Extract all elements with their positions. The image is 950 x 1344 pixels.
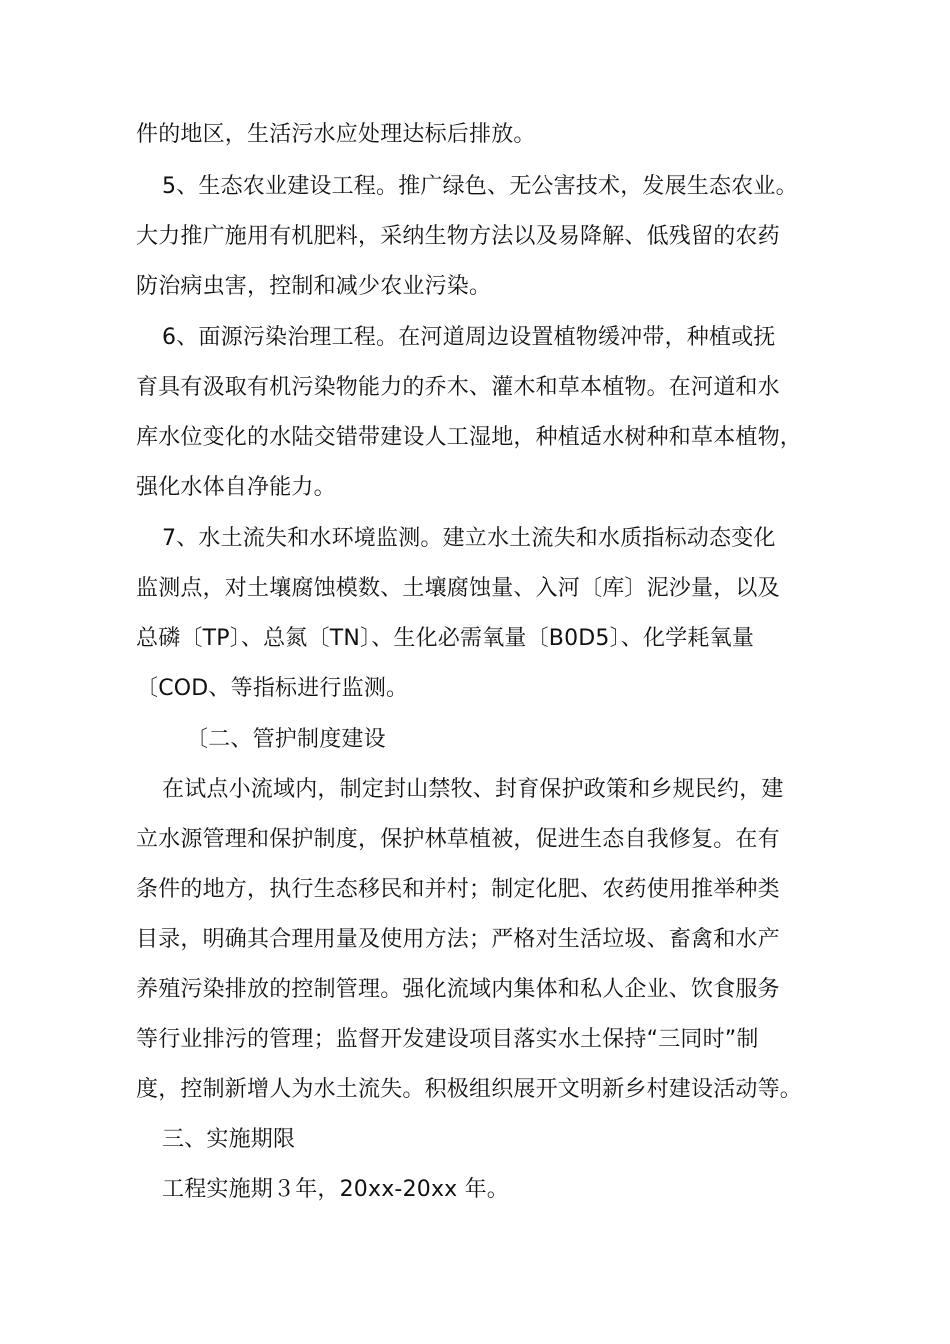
text-line: 等行业排污的管理；监督开发建设项目落实水土保持“三同时”制 [136, 1027, 759, 1052]
text-line: 监测点，对土壤腐蚀模数、土壤腐蚀量、入河〔库〕泥沙量，以及 [136, 576, 780, 601]
text-line: 在试点小流域内，制定封山禁牧、封育保护政策和乡规民约，建 [162, 777, 784, 802]
text-line: 总磷〔TP〕、总氮〔TN〕、生化必需氧量〔B0D5〕、化学耗氧量 [136, 626, 755, 651]
section-heading: 三、实施期限 [162, 1127, 296, 1152]
text-line: 养殖污染排放的控制管理。强化流域内集体和私人企业、饮食服务 [136, 977, 780, 1002]
section-heading: 〔二、管护制度建设 [186, 727, 386, 752]
text-line: 6、面源污染治理工程。在河道周边设置植物缓冲带，种植或抚 [162, 325, 776, 350]
text-line: 防治病虫害，控制和减少农业污染。 [136, 274, 492, 299]
text-line: 强化水体自净能力。 [136, 475, 336, 500]
text-line: 条件的地方，执行生态移民和并村；制定化肥、农药使用推举种类 [136, 877, 780, 902]
text-line: 件的地区，生活污水应处理达标后排放。 [136, 122, 536, 147]
text-line: 7、水土流失和水环境监测。建立水土流失和水质指标动态变化 [162, 526, 776, 551]
text-line: 目录，明确其合理用量及使用方法；严格对生活垃圾、畜禽和水产 [136, 927, 780, 952]
text-line: 大力推广施用有机肥料，采纳生物方法以及易降解、低残留的农药 [136, 224, 780, 249]
text-line: 库水位变化的水陆交错带建设人工湿地，种植适水树种和草本植物， [136, 425, 803, 450]
text-line: 工程实施期３年，20xx-20xx 年。 [162, 1177, 509, 1202]
text-line: 度，控制新增人为水土流失。积极组织展开文明新乡村建设活动等。 [136, 1077, 803, 1102]
text-line: 5、生态农业建设工程。推广绿色、无公害技术，发展生态农业。 [162, 174, 798, 199]
text-line: 育具有汲取有机污染物能力的乔木、灌木和草本植物。在河道和水 [136, 375, 780, 400]
text-line: 〔COD、等指标进行监测。 [136, 676, 409, 701]
text-line: 立水源管理和保护制度，保护林草植被，促进生态自我修复。在有 [136, 827, 780, 852]
